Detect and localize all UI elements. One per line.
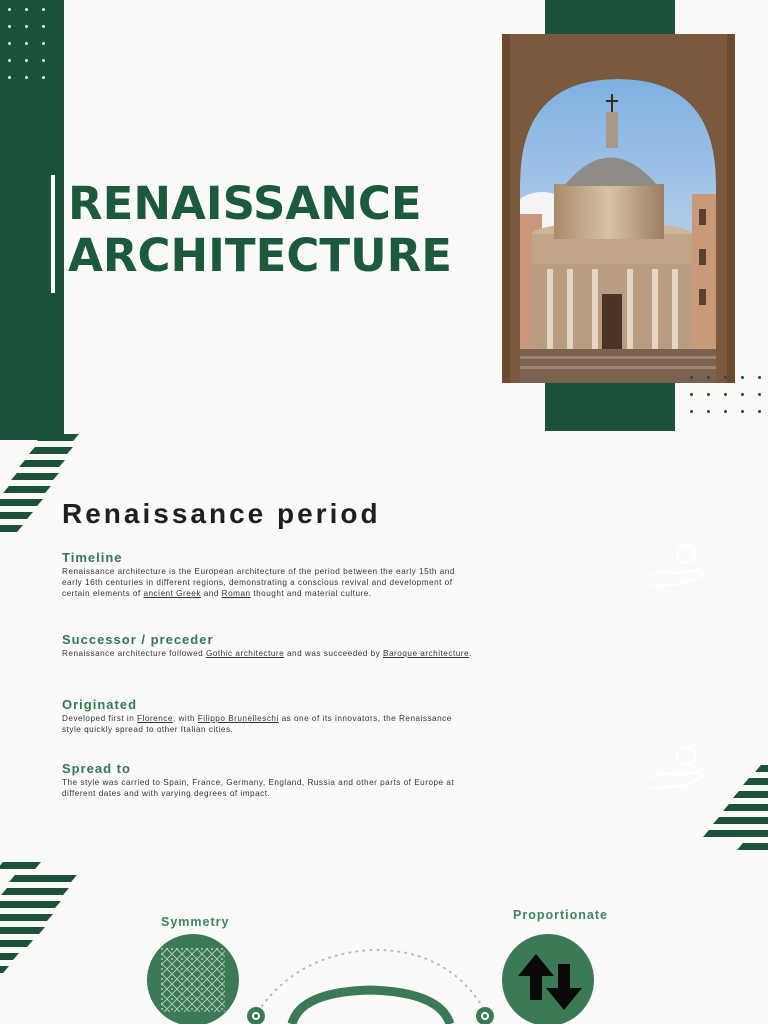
item-title-successor: Successor / preceder — [62, 632, 214, 647]
link-florence[interactable]: Florence — [137, 714, 173, 723]
photo-accent-bottom — [545, 380, 675, 431]
item-text-originated: Developed first in Florence, with Filippo Brunelleschi as one of its innovators, the Renaissance style quickly spread to other Italian cities. — [62, 714, 452, 734]
link-gothic[interactable]: Gothic architecture — [205, 649, 285, 658]
link-ancient-greek[interactable]: ancient Greek — [143, 589, 201, 598]
page-title — [68, 178, 452, 282]
title-line-1: RENAISSANCE — [68, 177, 422, 230]
link-baroque[interactable]: Baroque architecture — [383, 649, 470, 658]
tempietto-illustration — [502, 34, 735, 383]
connector-dot-left — [247, 1007, 265, 1024]
dot-grid-top-left — [8, 8, 45, 79]
handshake-icon-2 — [646, 742, 710, 803]
symmetry-label: Symmetry — [161, 915, 230, 929]
item-text-timeline: Renaissance architecture is the European architecture of the period between the early 15th and early 16th centuries in different regions, demonstrating a conscious revival and development of certain elements of ancient Greek and Roman thought and material culture. — [62, 567, 455, 598]
item-title-originated: Originated — [62, 697, 138, 712]
title-rule — [51, 175, 55, 293]
item-title-timeline: Timeline — [62, 550, 123, 565]
link-brunelleschi[interactable]: Filippo Brunelleschi — [197, 714, 279, 723]
section-heading: Renaissance period — [62, 498, 381, 529]
item-title-spread: Spread to — [62, 761, 131, 776]
title-line-2: ARCHITECTURE — [68, 229, 452, 282]
proportionate-label: Proportionate — [513, 908, 608, 922]
up-down-arrows-icon — [502, 934, 594, 1024]
photo-accent-top — [545, 0, 675, 36]
lattice-pattern-icon — [147, 934, 239, 1024]
item-text-successor: Renaissance architecture followed Gothic architecture and was succeeded by Baroque architecture. — [62, 649, 472, 658]
connector-dot-right — [476, 1007, 494, 1024]
tempietto-photo — [502, 34, 735, 383]
handshake-icon — [646, 540, 710, 601]
dot-grid-right — [690, 376, 761, 413]
stripes-upper-left — [0, 434, 80, 554]
link-roman[interactable]: Roman — [221, 589, 251, 598]
item-text-spread: The style was carried to Spain, France, Germany, England, Russia and other parts of Europe at different dates and with varying degrees of impact. — [62, 778, 455, 798]
connector-arcs — [0, 940, 768, 1024]
stripes-right — [700, 765, 768, 865]
